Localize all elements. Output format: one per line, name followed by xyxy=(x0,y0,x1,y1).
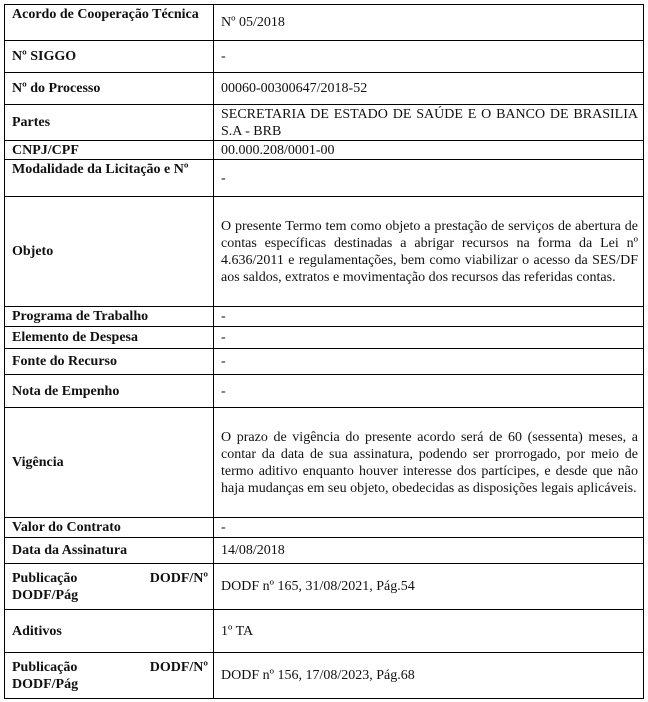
row-value: 1º TA xyxy=(214,610,644,653)
table-row xyxy=(5,73,644,105)
row-label: Nota de Empenho xyxy=(5,375,214,408)
row-label: Nº do Processo xyxy=(5,73,214,105)
table-row xyxy=(5,327,644,349)
row-value: O prazo de vigência do presente acordo será de 60 (sessenta) meses, a contar da data de sua assinatura, podendo ser prorrogado, por meio de termo aditivo enquanto houver interesse dos partícipes, e desde que não haja mudanças em seu objeto, obedecidas as disposições legais aplicáveis. xyxy=(214,408,644,518)
row-value: Nº 05/2018 xyxy=(214,5,644,41)
table-row xyxy=(5,141,644,160)
row-value: - xyxy=(214,307,644,327)
row-label: Modalidade da Licitação e Nº xyxy=(5,160,214,197)
row-value: - xyxy=(214,160,644,197)
contract-details-table xyxy=(4,4,644,699)
row-value: 14/08/2018 xyxy=(214,538,644,564)
table-row xyxy=(5,197,644,307)
row-value: 00060-00300647/2018-52 xyxy=(214,73,644,105)
table-row xyxy=(5,105,644,141)
row-label: Publicação DODF/Nº DODF/Pág xyxy=(5,564,214,610)
row-label: Valor do Contrato xyxy=(5,518,214,538)
row-label: Objeto xyxy=(5,197,214,307)
table-row xyxy=(5,349,644,375)
row-value: O presente Termo tem como objeto a prestação de serviços de abertura de contas específicas destinadas a abrigar recursos na forma da Lei nº 4.636/2011 e regulamentações, bem como viabilizar o acesso da SES/DF aos saldos, extratos e movimentação dos recursos das referidas contas. xyxy=(214,197,644,307)
row-value: 00.000.208/0001-00 xyxy=(214,141,644,160)
table-row xyxy=(5,653,644,699)
row-label: Aditivos xyxy=(5,610,214,653)
row-value: - xyxy=(214,327,644,349)
row-value: SECRETARIA DE ESTADO DE SAÚDE E O BANCO DE BRASILIA S.A - BRB xyxy=(214,105,644,141)
row-value: - xyxy=(214,518,644,538)
row-value: - xyxy=(214,375,644,408)
row-label: Elemento de Despesa xyxy=(5,327,214,349)
row-value: - xyxy=(214,349,644,375)
row-label: Acordo de Cooperação Técnica xyxy=(5,5,214,41)
row-label: Data da Assinatura xyxy=(5,538,214,564)
row-label: CNPJ/CPF xyxy=(5,141,214,160)
row-value: - xyxy=(214,41,644,73)
table-row xyxy=(5,564,644,610)
row-value: DODF nº 156, 17/08/2023, Pág.68 xyxy=(214,653,644,699)
row-label: Fonte do Recurso xyxy=(5,349,214,375)
row-label: Vigência xyxy=(5,408,214,518)
row-value: DODF nº 165, 31/08/2021, Pág.54 xyxy=(214,564,644,610)
table-row xyxy=(5,160,644,197)
table-row xyxy=(5,5,644,41)
table-row xyxy=(5,408,644,518)
table-row xyxy=(5,610,644,653)
table-row xyxy=(5,538,644,564)
row-label: Partes xyxy=(5,105,214,141)
row-label: Programa de Trabalho xyxy=(5,307,214,327)
table-row xyxy=(5,307,644,327)
row-label: Nº SIGGO xyxy=(5,41,214,73)
table-row xyxy=(5,518,644,538)
row-label: Publicação DODF/Nº DODF/Pág xyxy=(5,653,214,699)
table-row xyxy=(5,375,644,408)
table-row xyxy=(5,41,644,73)
